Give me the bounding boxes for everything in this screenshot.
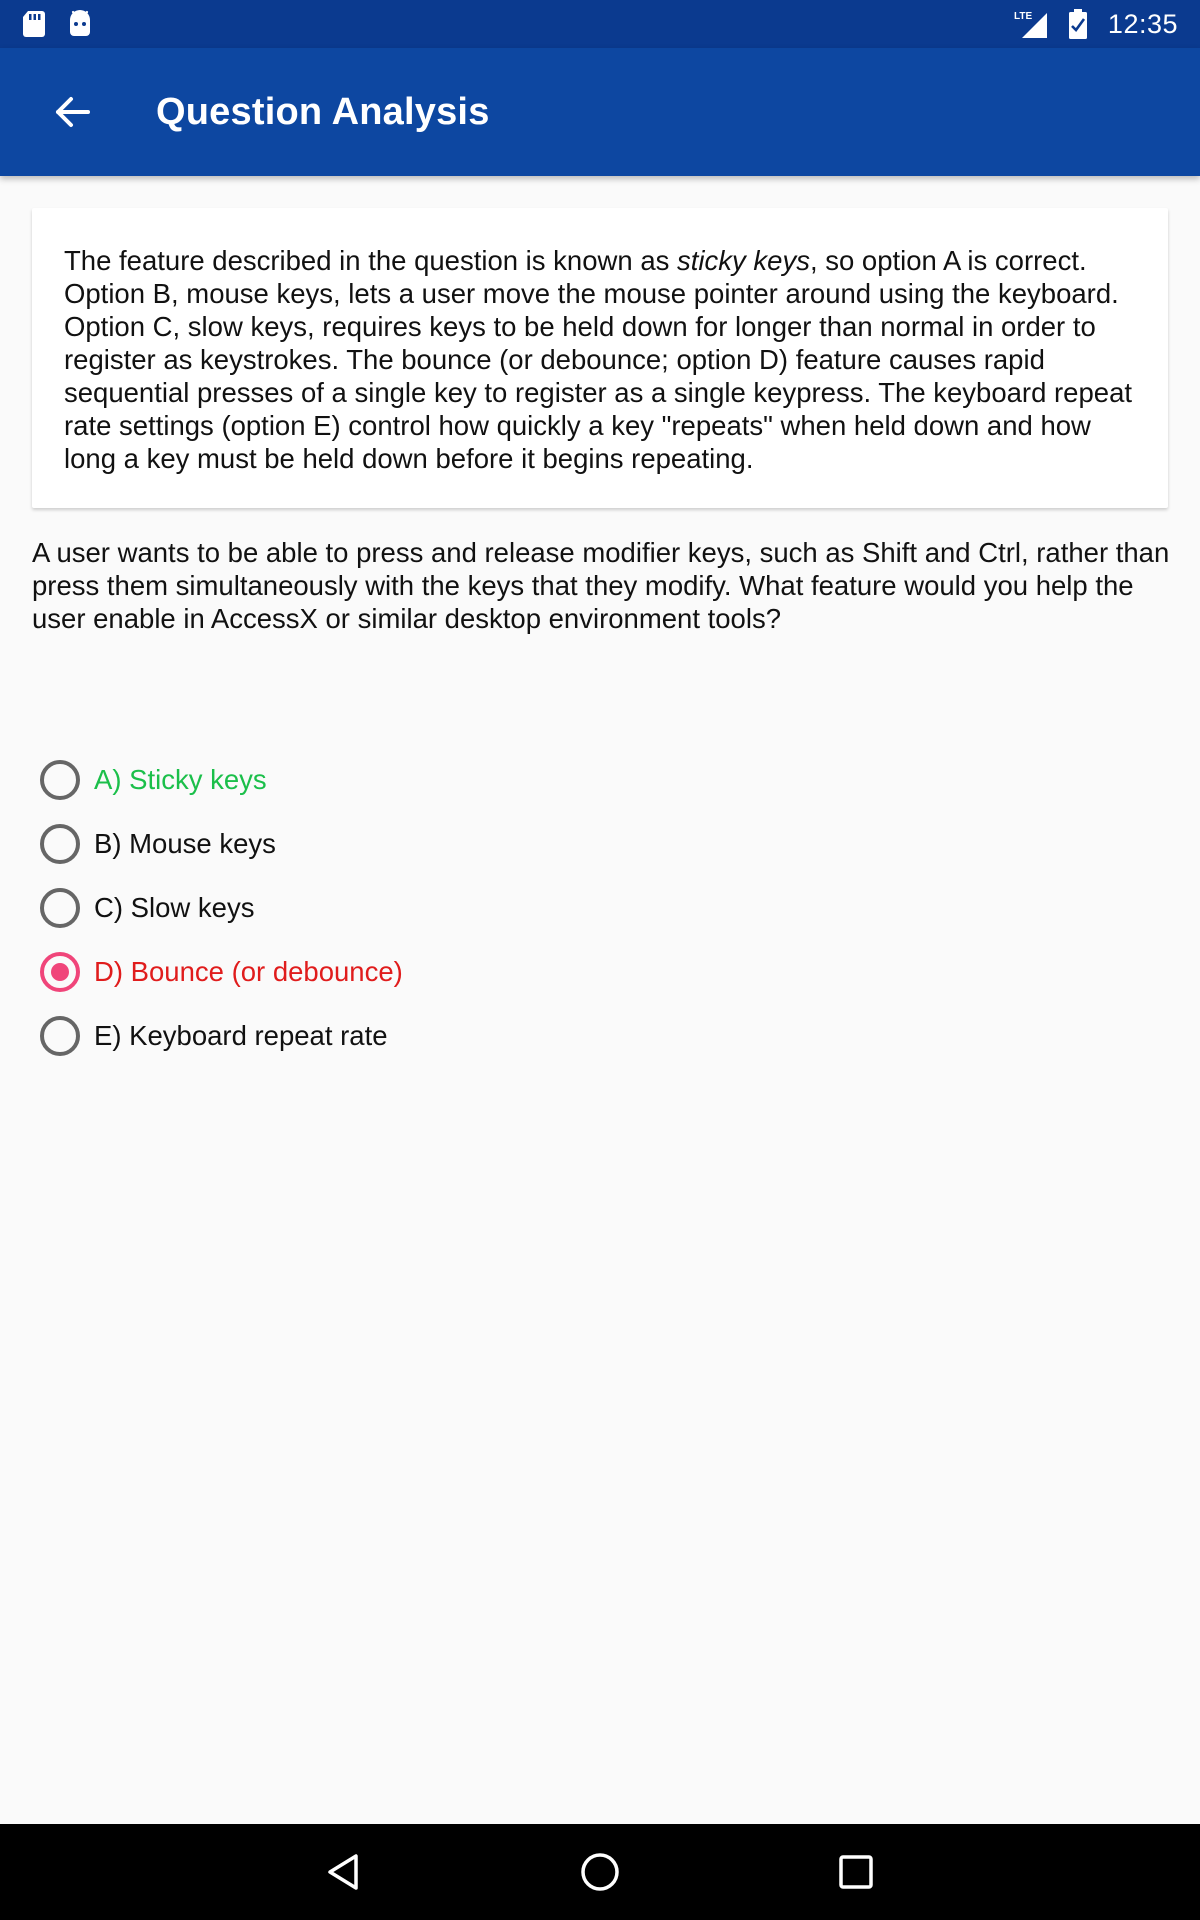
- radio-button-b[interactable]: [40, 824, 80, 864]
- status-time: 12:35: [1107, 8, 1178, 39]
- status-left: [22, 10, 94, 38]
- explanation-italic: sticky keys: [677, 245, 810, 276]
- navigation-bar: [0, 1824, 1200, 1920]
- app-bar: [0, 48, 1200, 176]
- arrow-left-icon: [54, 94, 90, 130]
- radio-button-a[interactable]: [40, 760, 80, 800]
- option-e-label: E) Keyboard repeat rate: [94, 1020, 388, 1051]
- explanation-text: [64, 244, 1136, 475]
- radio-button-c[interactable]: [40, 888, 80, 928]
- sd-card-icon: [22, 10, 46, 38]
- option-a-label: A) Sticky keys: [94, 764, 267, 795]
- option-c[interactable]: [40, 876, 1140, 940]
- battery-charging-icon: [1068, 9, 1088, 39]
- radio-button-e[interactable]: [40, 1016, 80, 1056]
- lte-signal-icon: [1014, 9, 1048, 39]
- options-list: [40, 748, 1140, 1068]
- status-right: [1014, 9, 1178, 40]
- status-bar: [0, 0, 1200, 48]
- nav-back-icon: [324, 1852, 364, 1892]
- option-a[interactable]: [40, 748, 1140, 812]
- nav-recents-icon: [837, 1853, 875, 1891]
- option-e[interactable]: [40, 1004, 1140, 1068]
- option-c-label: C) Slow keys: [94, 892, 255, 923]
- explanation-part-1: The feature described in the question is known as: [64, 245, 678, 276]
- option-d[interactable]: [40, 940, 1140, 1004]
- option-b[interactable]: [40, 812, 1140, 876]
- option-b-label: B) Mouse keys: [94, 828, 276, 859]
- back-button[interactable]: [44, 84, 100, 140]
- explanation-card: [32, 208, 1168, 508]
- network-label: LTE: [1013, 11, 1033, 22]
- page-title: Question Analysis: [156, 90, 490, 133]
- question-text: A user wants to be able to press and release modifier keys, such as Shift and Ctrl, rather than press them simultaneously with the keys that they modify. What feature would you help the user enable in AccessX or similar desktop environment tools?: [32, 537, 1170, 634]
- nav-home-icon: [579, 1851, 621, 1893]
- nav-home-button[interactable]: [552, 1824, 648, 1920]
- radio-button-d[interactable]: [40, 952, 80, 992]
- nav-recents-button[interactable]: [808, 1824, 904, 1920]
- explanation-part-2: , so option A is correct. Option B, mouse keys, lets a user move the mouse pointer around using the keyboard. Option C, slow keys, requires keys to be held down for longer than normal in order to register as keystrokes. The bounce (or debounce; option D) feature causes rapid sequential presses of a single key to register as a single keypress. The keyboard repeat rate settings (option E) control how quickly a key "repeats" when held down and how long a key must be held down before it begins repeating.: [64, 245, 1133, 474]
- nav-back-button[interactable]: [296, 1824, 392, 1920]
- option-d-label: D) Bounce (or debounce): [94, 956, 403, 987]
- android-icon: [66, 10, 94, 38]
